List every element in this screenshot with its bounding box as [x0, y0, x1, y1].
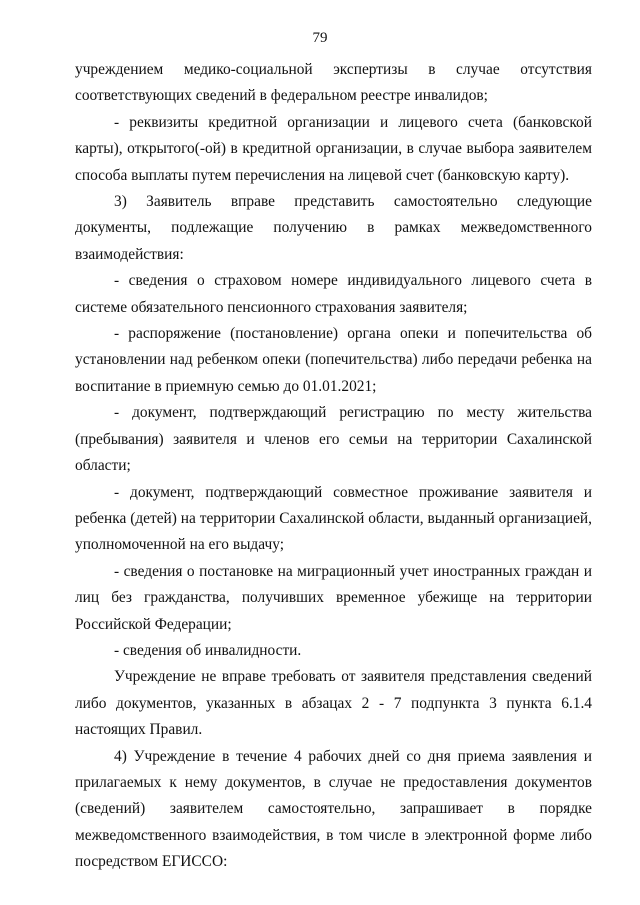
paragraph-guardianship-order: - распоряжение (постановление) органа опеки и попечительства об установлении над ребенком опеки (попечительства) либо передачи ребенка на воспитание в приемную семью до 01.01.2021;	[75, 325, 592, 395]
page-number: 79	[312, 30, 328, 46]
paragraph-cohabitation-document: - документ, подтверждающий совместное проживание заявителя и ребенка (детей) на территории Сахалинской области, выданный организацией, уполномоченной на его выдачу;	[75, 483, 592, 554]
paragraph-continuation: учреждением медико-социальной экспертизы в случае отсутствия соответствующих сведений в федеральном реестре инвалидов;	[75, 61, 592, 105]
paragraph-insurance-number: - сведения о страховом номере индивидуального лицевого счета в системе обязательного пенсионного страхования заявителя;	[75, 272, 592, 316]
paragraph-applicant-right: 3) Заявитель вправе представить самостоятельно следующие документы, подлежащие получению в рамках межведомственного взаимодействия:	[75, 193, 592, 263]
paragraph-institution-restriction: Учреждение не вправе требовать от заявителя представления сведений либо документов, указанных в абзацах 2 - 7 подпункта 3 пункта 6.1.4 настоящих Правил.	[75, 668, 592, 739]
paragraph-registration-document: - документ, подтверждающий регистрацию по месту жительства (пребывания) заявителя и членов его семьи на территории Сахалинской области;	[75, 404, 592, 475]
paragraph-disability-info: - сведения об инвалидности.	[114, 641, 302, 659]
paragraph-interagency-request: 4) Учреждение в течение 4 рабочих дней со дня приема заявления и прилагаемых к нему документов, в случае не предоставления документов (сведений) заявителем самостоятельно, запрашивает в порядке межведомственного взаимодействия, в том числе в электронной форме либо посредством ЕГИССО:	[75, 747, 592, 871]
document-body	[75, 57, 592, 876]
paragraph-migration-registration: - сведения о постановке на миграционный учет иностранных граждан и лиц без гражданства, получивших временное убежище на территории Российской Федерации;	[75, 562, 592, 633]
paragraph-bank-details: - реквизиты кредитной организации и лицевого счета (банковской карты), открытого(-ой) в кредитной организации, в случае выбора заявителем способа выплаты путем перечисления на лицевой счет (банковскую карту).	[75, 113, 592, 184]
